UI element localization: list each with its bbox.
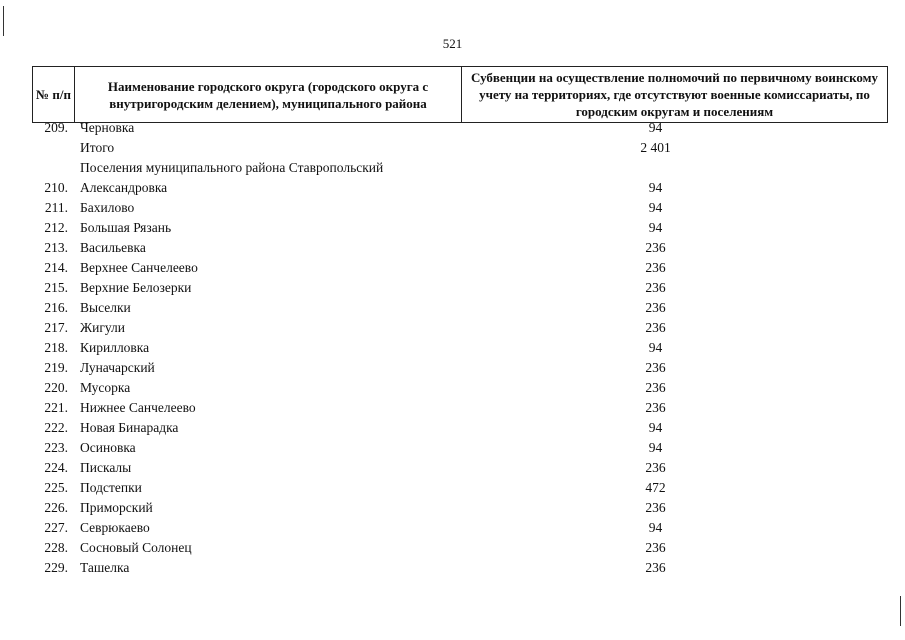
row-name: Итого [80, 140, 115, 155]
row-number: 227. [44, 520, 68, 535]
table-row [32, 198, 892, 218]
row-number: 225. [44, 480, 68, 495]
page-number: 521 [442, 36, 463, 51]
row-number: 229. [44, 560, 68, 575]
table-row [32, 238, 892, 258]
row-name: Александровка [80, 180, 168, 195]
row-name: Приморский [80, 500, 153, 515]
row-value: 236 [645, 560, 666, 575]
table-row [32, 418, 892, 438]
row-number: 226. [44, 500, 68, 515]
table-row [32, 298, 892, 318]
table-row [32, 458, 892, 478]
table-row [32, 278, 892, 298]
table-row [32, 258, 892, 278]
row-value: 472 [645, 480, 666, 495]
row-value: 236 [645, 360, 666, 375]
row-value: 94 [648, 120, 663, 135]
row-value: 236 [645, 240, 666, 255]
row-value: 94 [648, 420, 663, 435]
table-row [32, 118, 892, 138]
header-number: № п/п [33, 67, 75, 123]
row-number: 210. [44, 180, 68, 195]
row-name: Новая Бинарадка [80, 420, 179, 435]
table-row [32, 378, 892, 398]
row-number: 221. [44, 400, 68, 415]
row-value: 94 [648, 340, 663, 355]
table-row [32, 478, 892, 498]
table-row [32, 358, 892, 378]
row-name: Бахилово [80, 200, 135, 215]
table-row [32, 558, 892, 578]
row-value: 236 [645, 320, 666, 335]
table-row [32, 138, 892, 158]
row-number: 222. [44, 420, 68, 435]
table-row [32, 538, 892, 558]
row-name: Большая Рязань [80, 220, 172, 235]
row-value: 236 [645, 460, 666, 475]
row-number: 214. [44, 260, 68, 275]
row-name: Выселки [80, 300, 131, 315]
row-name: Кирилловка [80, 340, 150, 355]
header-subvention: Субвенции на осуществление полномочий по первичному воинскому учету на территориях, где отсутствуют военные комиссариаты, по городским округам и поселениям [462, 67, 888, 123]
row-number: 228. [44, 540, 68, 555]
row-value: 236 [645, 380, 666, 395]
table-row [32, 178, 892, 198]
row-number: 209. [44, 120, 68, 135]
row-value: 94 [648, 180, 663, 195]
row-name: Верхнее Санчелеево [80, 260, 198, 275]
row-value: 94 [648, 440, 663, 455]
table-row [32, 438, 892, 458]
row-name: Поселения муниципального района Ставропольский [80, 160, 384, 175]
table-row [32, 158, 892, 178]
row-value: 236 [645, 280, 666, 295]
row-number: 217. [44, 320, 68, 335]
row-name: Верхние Белозерки [80, 280, 192, 295]
row-value: 94 [648, 520, 663, 535]
row-number: 213. [44, 240, 68, 255]
row-number: 224. [44, 460, 68, 475]
row-value: 236 [645, 260, 666, 275]
table-row [32, 398, 892, 418]
row-value: 2 401 [640, 140, 671, 155]
row-number: 216. [44, 300, 68, 315]
row-name: Нижнее Санчелеево [80, 400, 196, 415]
row-name: Сосновый Солонец [80, 540, 192, 555]
row-name: Пискалы [80, 460, 132, 475]
row-value: 236 [645, 300, 666, 315]
row-name: Васильевка [80, 240, 146, 255]
row-number: 212. [44, 220, 68, 235]
table-header [32, 66, 888, 123]
row-name: Ташелка [80, 560, 130, 575]
row-value: 236 [645, 400, 666, 415]
scan-mark-right [900, 596, 901, 626]
table-row [32, 498, 892, 518]
row-number: 218. [44, 340, 68, 355]
row-value: 236 [645, 540, 666, 555]
header-row [33, 67, 888, 123]
header-name: Наименование городского округа (городского округа с внутригородским делением), муниципального района [75, 67, 462, 123]
row-number: 215. [44, 280, 68, 295]
row-name: Подстепки [80, 480, 142, 495]
row-name: Черновка [80, 120, 135, 135]
row-number: 220. [44, 380, 68, 395]
scan-mark-top-left [3, 6, 4, 36]
row-name: Луначарский [80, 360, 155, 375]
row-name: Севрюкаево [80, 520, 150, 535]
table-body [32, 118, 892, 578]
row-name: Осиновка [80, 440, 136, 455]
table-row [32, 318, 892, 338]
table-row [32, 518, 892, 538]
row-name: Жигули [80, 320, 125, 335]
row-value: 94 [648, 220, 663, 235]
row-number: 223. [44, 440, 68, 455]
table-row [32, 218, 892, 238]
row-name: Мусорка [80, 380, 131, 395]
row-number: 211. [44, 200, 68, 215]
row-value: 94 [648, 200, 663, 215]
table-row [32, 338, 892, 358]
row-number: 219. [44, 360, 68, 375]
row-value: 236 [645, 500, 666, 515]
